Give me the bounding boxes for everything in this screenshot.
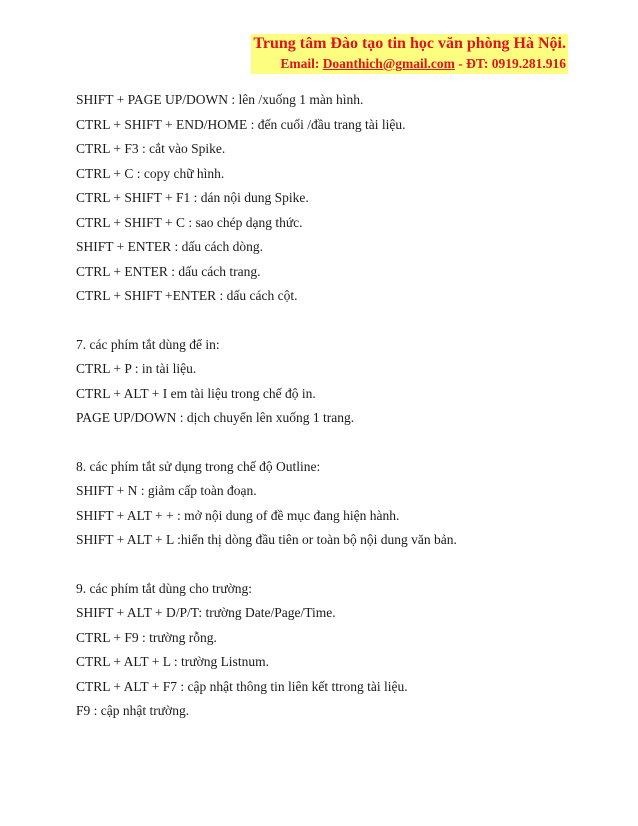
header-title: Trung tâm Đào tạo tin học văn phòng Hà Nội.: [253, 35, 566, 52]
page-header: [251, 34, 568, 74]
phone-text: - ĐT: 0919.281.916: [454, 56, 566, 71]
shortcut-line: SHIFT + PAGE UP/DOWN : lên /xuống 1 màn hình.: [76, 92, 364, 107]
shortcut-line: F9 : cập nhật trường.: [76, 703, 190, 718]
shortcut-line: CTRL + ALT + F7 : cập nhật thông tin liên kết ttrong tài liệu.: [76, 678, 408, 694]
section-spacer: [76, 309, 576, 333]
shortcut-line: CTRL + P : in tài liệu.: [76, 361, 197, 376]
shortcut-line: CTRL + ALT + L : trường Listnum.: [76, 654, 269, 669]
shortcut-line: CTRL + SHIFT +ENTER : dấu cách cột.: [76, 288, 298, 303]
shortcut-line: SHIFT + ENTER : dấu cách dòng.: [76, 239, 263, 254]
section-spacer: [76, 431, 576, 455]
shortcut-line: CTRL + F3 : cắt vào Spike.: [76, 141, 226, 156]
shortcut-line: SHIFT + ALT + L :hiển thị dòng đầu tiên or toàn bộ nội dung văn bản.: [76, 532, 457, 547]
shortcut-line: CTRL + F9 : trường rỗng.: [76, 629, 217, 645]
shortcut-line: CTRL + SHIFT + F1 : dán nội dung Spike.: [76, 190, 309, 205]
header-contact: [251, 54, 568, 74]
shortcut-line: CTRL + C : copy chữ hình.: [76, 165, 225, 181]
shortcut-line: SHIFT + ALT + D/P/T: trường Date/Page/Time.: [76, 605, 336, 620]
email-label: Email:: [280, 56, 323, 71]
shortcut-line: CTRL + ALT + I em tài liệu trong chế độ in.: [76, 385, 316, 401]
section-spacer: [76, 553, 576, 577]
section-heading: 8. các phím tắt sử dụng trong chế độ Outline:: [76, 458, 321, 474]
shortcut-line: CTRL + SHIFT + C : sao chép dạng thức.: [76, 214, 303, 230]
section-heading: 9. các phím tắt dùng cho trường:: [76, 580, 253, 596]
section-heading: 7. các phím tắt dùng để in:: [76, 336, 220, 352]
shortcut-line: CTRL + SHIFT + END/HOME : đến cuối /đầu trang tài liệu.: [76, 116, 406, 132]
email-link[interactable]: Doanthich@gmail.com: [322, 56, 455, 71]
document-body: [76, 88, 576, 724]
shortcut-line: CTRL + ENTER : dấu cách trang.: [76, 263, 261, 279]
shortcut-line: SHIFT + N : giảm cấp toàn đoạn.: [76, 483, 257, 498]
shortcut-line: PAGE UP/DOWN : dịch chuyển lên xuống 1 trang.: [76, 410, 355, 425]
shortcut-line: SHIFT + ALT + + : mở nội dung of đề mục đang hiện hành.: [76, 507, 400, 523]
